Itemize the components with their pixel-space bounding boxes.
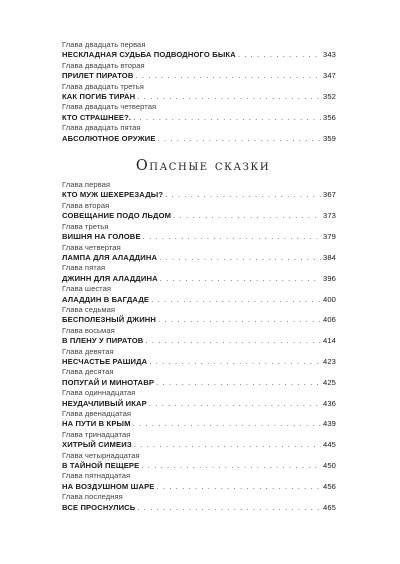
page-number: 423 [323,356,336,366]
chapter-number: Глава двадцать четвертая [62,102,157,112]
toc-entry [62,61,336,82]
chapter-number: Глава четвертая [62,242,121,252]
dot-leader [137,502,321,513]
toc-entry [62,347,336,368]
dot-leader [133,418,321,429]
chapter-title: В ТАЙНОЙ ПЕЩЕРЕ [62,461,140,471]
chapter-number: Глава восьмая [62,325,115,335]
chapter-title: НЕСКЛАДНАЯ СУДЬБА ПОДВОДНОГО БЫКА [62,50,236,60]
chapter-title: АБСОЛЮТНОЕ ОРУЖИЕ [62,133,156,143]
chapter-number: Глава четырнадцатая [62,450,140,460]
page-number: 379 [323,232,336,242]
chapter-title: АЛАДДИН В БАГДАДЕ [62,294,150,304]
chapter-title: В ПЛЕНУ У ПИРАТОВ [62,336,144,346]
toc-row [62,231,336,242]
page-number: 352 [323,92,336,102]
chapter-title: КАК ПОГИБ ТИРАН [62,92,136,102]
toc-entry [62,82,336,103]
toc-entry [62,243,336,264]
chapter-title: НЕСЧАСТЬЕ РАШИДА [62,356,148,366]
chapter-number: Глава вторая [62,200,110,210]
toc-row [62,252,336,263]
toc-entry [62,305,336,326]
toc-entry [62,492,336,513]
toc-entry [62,430,336,451]
chapter-number: Глава двадцать пятая [62,123,141,133]
chapter-title: ДЖИНН ДЛЯ АЛАДДИНА [62,273,158,283]
toc-row [62,294,336,305]
toc-entry [62,222,336,243]
chapter-title: НЕУДАЧЛИВЫЙ ИКАР [62,398,147,408]
page-number: 445 [323,440,336,450]
dot-leader [173,210,321,221]
page-number: 373 [323,211,336,221]
toc-entry [62,284,336,305]
toc-entry [62,102,336,123]
dot-leader [137,91,321,102]
chapter-number: Глава седьмая [62,304,116,314]
page-number: 367 [323,190,336,200]
toc-row [62,481,336,492]
page-number: 356 [323,112,336,122]
chapter-title: НА ВОЗДУШНОМ ШАРЕ [62,481,155,491]
toc-row [62,377,336,388]
toc-entry [62,367,336,388]
toc-row [62,356,336,367]
dot-leader [238,49,321,60]
page-number: 465 [323,502,336,512]
toc-entry [62,201,336,222]
dot-leader [156,377,321,388]
chapter-title: БЕСПОЛЕЗНЫЙ ДЖИНН [62,315,157,325]
chapter-title: ПРИЛЕТ ПИРАТОВ [62,71,134,81]
page-number: 425 [323,377,336,387]
toc-entry [62,451,336,472]
dot-leader [158,314,321,325]
chapter-number: Глава девятая [62,346,114,356]
chapter-number: Глава пятая [62,263,106,273]
toc-row [62,70,336,81]
chapter-title: ВИШНЯ НА ГОЛОВЕ [62,232,141,242]
toc-row [62,398,336,409]
chapter-title: ХИТРЫЙ СИМЕИЗ [62,440,132,450]
table-of-contents [62,40,336,513]
dot-leader [133,112,321,123]
dot-leader [160,273,321,284]
dot-leader [158,133,321,144]
page-number: 400 [323,294,336,304]
section-title: Опасные сказки [135,158,271,175]
chapter-title: НА ПУТИ В КРЫМ [62,419,131,429]
page-number: 436 [323,398,336,408]
chapter-number: Глава последняя [62,492,123,502]
chapter-number: Глава шестая [62,284,112,294]
toc-row [62,133,336,144]
dot-leader [149,356,321,367]
chapter-title: ВСЕ ПРОСНУЛИСЬ [62,502,136,512]
toc-entry [62,180,336,201]
chapter-number: Глава двадцать вторая [62,60,145,70]
page-number: 450 [323,461,336,471]
chapter-title: ЛАМПА ДЛЯ АЛАДДИНА [62,252,158,262]
toc-row [62,112,336,123]
chapter-title: СОВЕЩАНИЕ ПОДО ЛЬДОМ [62,211,172,221]
page-number: 439 [323,419,336,429]
chapter-number: Глава первая [62,180,111,190]
toc-entry [62,263,336,284]
dot-leader [134,439,321,450]
chapter-title: КТО МУЖ ШЕХЕРЕЗАДЫ? [62,190,164,200]
toc-entry [62,123,336,144]
page-number: 396 [323,273,336,283]
chapter-number: Глава тринадцатая [62,429,131,439]
page-number: 456 [323,481,336,491]
chapter-number: Глава двадцать третья [62,81,144,91]
toc-row [62,273,336,284]
toc-entry [62,40,336,61]
toc-row [62,418,336,429]
toc-part-1 [62,40,336,144]
dot-leader [135,70,321,81]
dot-leader [151,294,321,305]
chapter-number: Глава одиннадцатая [62,388,136,398]
page-number: 359 [323,133,336,143]
page-number: 406 [323,315,336,325]
toc-entry [62,388,336,409]
toc-row [62,335,336,346]
dot-leader [165,189,321,200]
page-number: 384 [323,252,336,262]
dot-leader [141,460,321,471]
toc-entry [62,326,336,347]
dot-leader [143,231,321,242]
toc-part-2 [62,180,336,513]
page-number: 343 [323,50,336,60]
dot-leader [159,252,321,263]
page-number: 414 [323,336,336,346]
toc-row [62,439,336,450]
chapter-title: КТО СТРАШНЕЕ?. [62,112,132,122]
dot-leader [149,398,321,409]
dot-leader [157,481,322,492]
chapter-number: Глава десятая [62,367,114,377]
toc-row [62,189,336,200]
chapter-number: Глава пятнадцатая [62,471,131,481]
chapter-title: ПОПУГАЙ И МИНОТАВР [62,377,155,387]
toc-entry [62,409,336,430]
toc-row [62,460,336,471]
toc-row [62,49,336,60]
chapter-number: Глава третья [62,221,109,231]
chapter-number: Глава двенадцатая [62,409,132,418]
toc-row [62,91,336,102]
page-number: 347 [323,71,336,81]
dot-leader [145,335,321,346]
toc-row [62,210,336,221]
chapter-number: Глава двадцать первая [62,40,146,49]
toc-entry [62,471,336,492]
toc-row [62,502,336,513]
toc-row [62,314,336,325]
